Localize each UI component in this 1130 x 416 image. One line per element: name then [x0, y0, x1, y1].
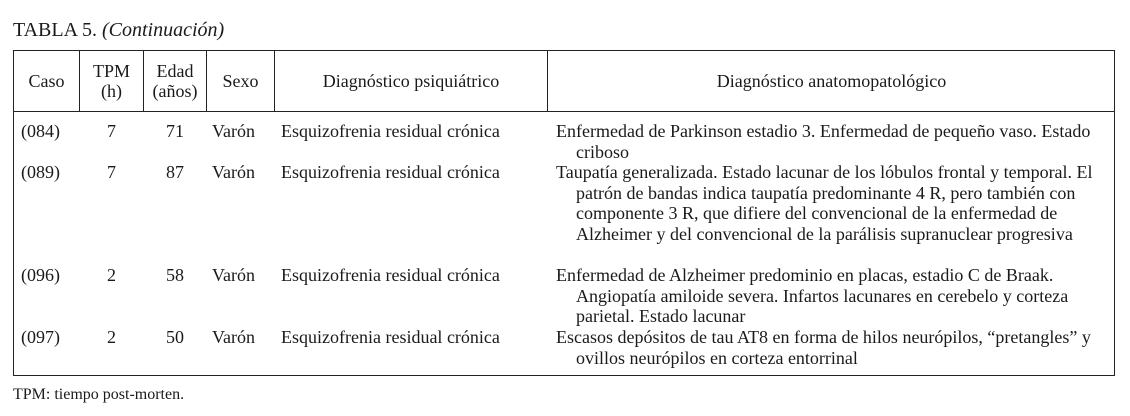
cell-tpm: 7 [107, 121, 116, 141]
cell-edad: 58 [166, 265, 184, 285]
header-bottom-rule [14, 111, 1114, 112]
cell-diag-psiq: Esquizofrenia residual crónica [281, 121, 500, 141]
cell-caso: (089) [21, 162, 60, 182]
header-tpm-unit: (h) [101, 81, 122, 101]
cell-diag-anat: Enfermedad de Alzheimer predominio en placas, estadio C de Braak. Angiopatía amiloide severa. Infartos lacunares en cerebelo y corteza parietal. Estado lacunar [556, 265, 1069, 327]
cell-sexo: Varón [212, 327, 255, 347]
header-diag-anat-label: Diagnóstico anatomopatológico [716, 71, 947, 91]
cell-diag-anat: Taupatía generalizada. Estado lacunar de los lóbulos frontal y temporal. El patrón de bandas indica taupatía predominante 4 R, pero también con componente 3 R, que difiere del convencional de la enfermedad de Alzheimer y del convencional de la parálisis supranuclear progresiva [556, 162, 1093, 244]
cell-diag-anat: Enfermedad de Parkinson estadio 3. Enfermedad de pequeño vaso. Estado criboso [556, 121, 1091, 162]
cell-tpm: 2 [107, 265, 116, 285]
header-diag-psiq [275, 51, 547, 111]
table-caption [13, 18, 224, 42]
cell-sexo: Varón [212, 162, 255, 182]
cell-tpm: 7 [107, 162, 116, 182]
cell-diag-psiq: Esquizofrenia residual crónica [281, 265, 500, 285]
data-table [13, 50, 1115, 376]
header-caso-label: Caso [28, 71, 65, 91]
cell-caso: (096) [21, 265, 60, 285]
cell-edad: 50 [166, 327, 184, 347]
cell-sexo: Varón [212, 265, 255, 285]
cell-edad: 87 [166, 162, 184, 182]
cell-diag-psiq: Esquizofrenia residual crónica [281, 162, 500, 182]
header-edad [144, 51, 206, 111]
header-diag-psiq-label: Diagnóstico psiquiátrico [322, 71, 500, 91]
table-footnote: TPM: tiempo post-morten. [13, 386, 185, 403]
cell-sexo: Varón [212, 121, 255, 141]
cell-tpm: 2 [107, 327, 116, 347]
table-caption-continuation: (Continuación) [101, 19, 225, 41]
cell-edad: 71 [166, 121, 184, 141]
cell-diag-psiq: Esquizofrenia residual crónica [281, 327, 500, 347]
header-tpm [80, 51, 143, 111]
header-tpm-label: TPM [92, 61, 130, 81]
header-edad-label: Edad [156, 61, 194, 81]
cell-caso: (084) [21, 121, 60, 141]
cell-diag-anat: Escasos depósitos de tau AT8 en forma de hilos neurópilos, “pretangles” y ovillos neurópilos en corteza entorrinal [556, 327, 1091, 368]
table-caption-label: TABLA 5. [13, 19, 97, 41]
header-sexo [207, 51, 274, 111]
header-caso [14, 51, 79, 111]
header-sexo-label: Sexo [222, 71, 259, 91]
header-diag-anat [548, 51, 1115, 111]
header-edad-unit: (años) [152, 81, 198, 101]
cell-caso: (097) [21, 327, 60, 347]
